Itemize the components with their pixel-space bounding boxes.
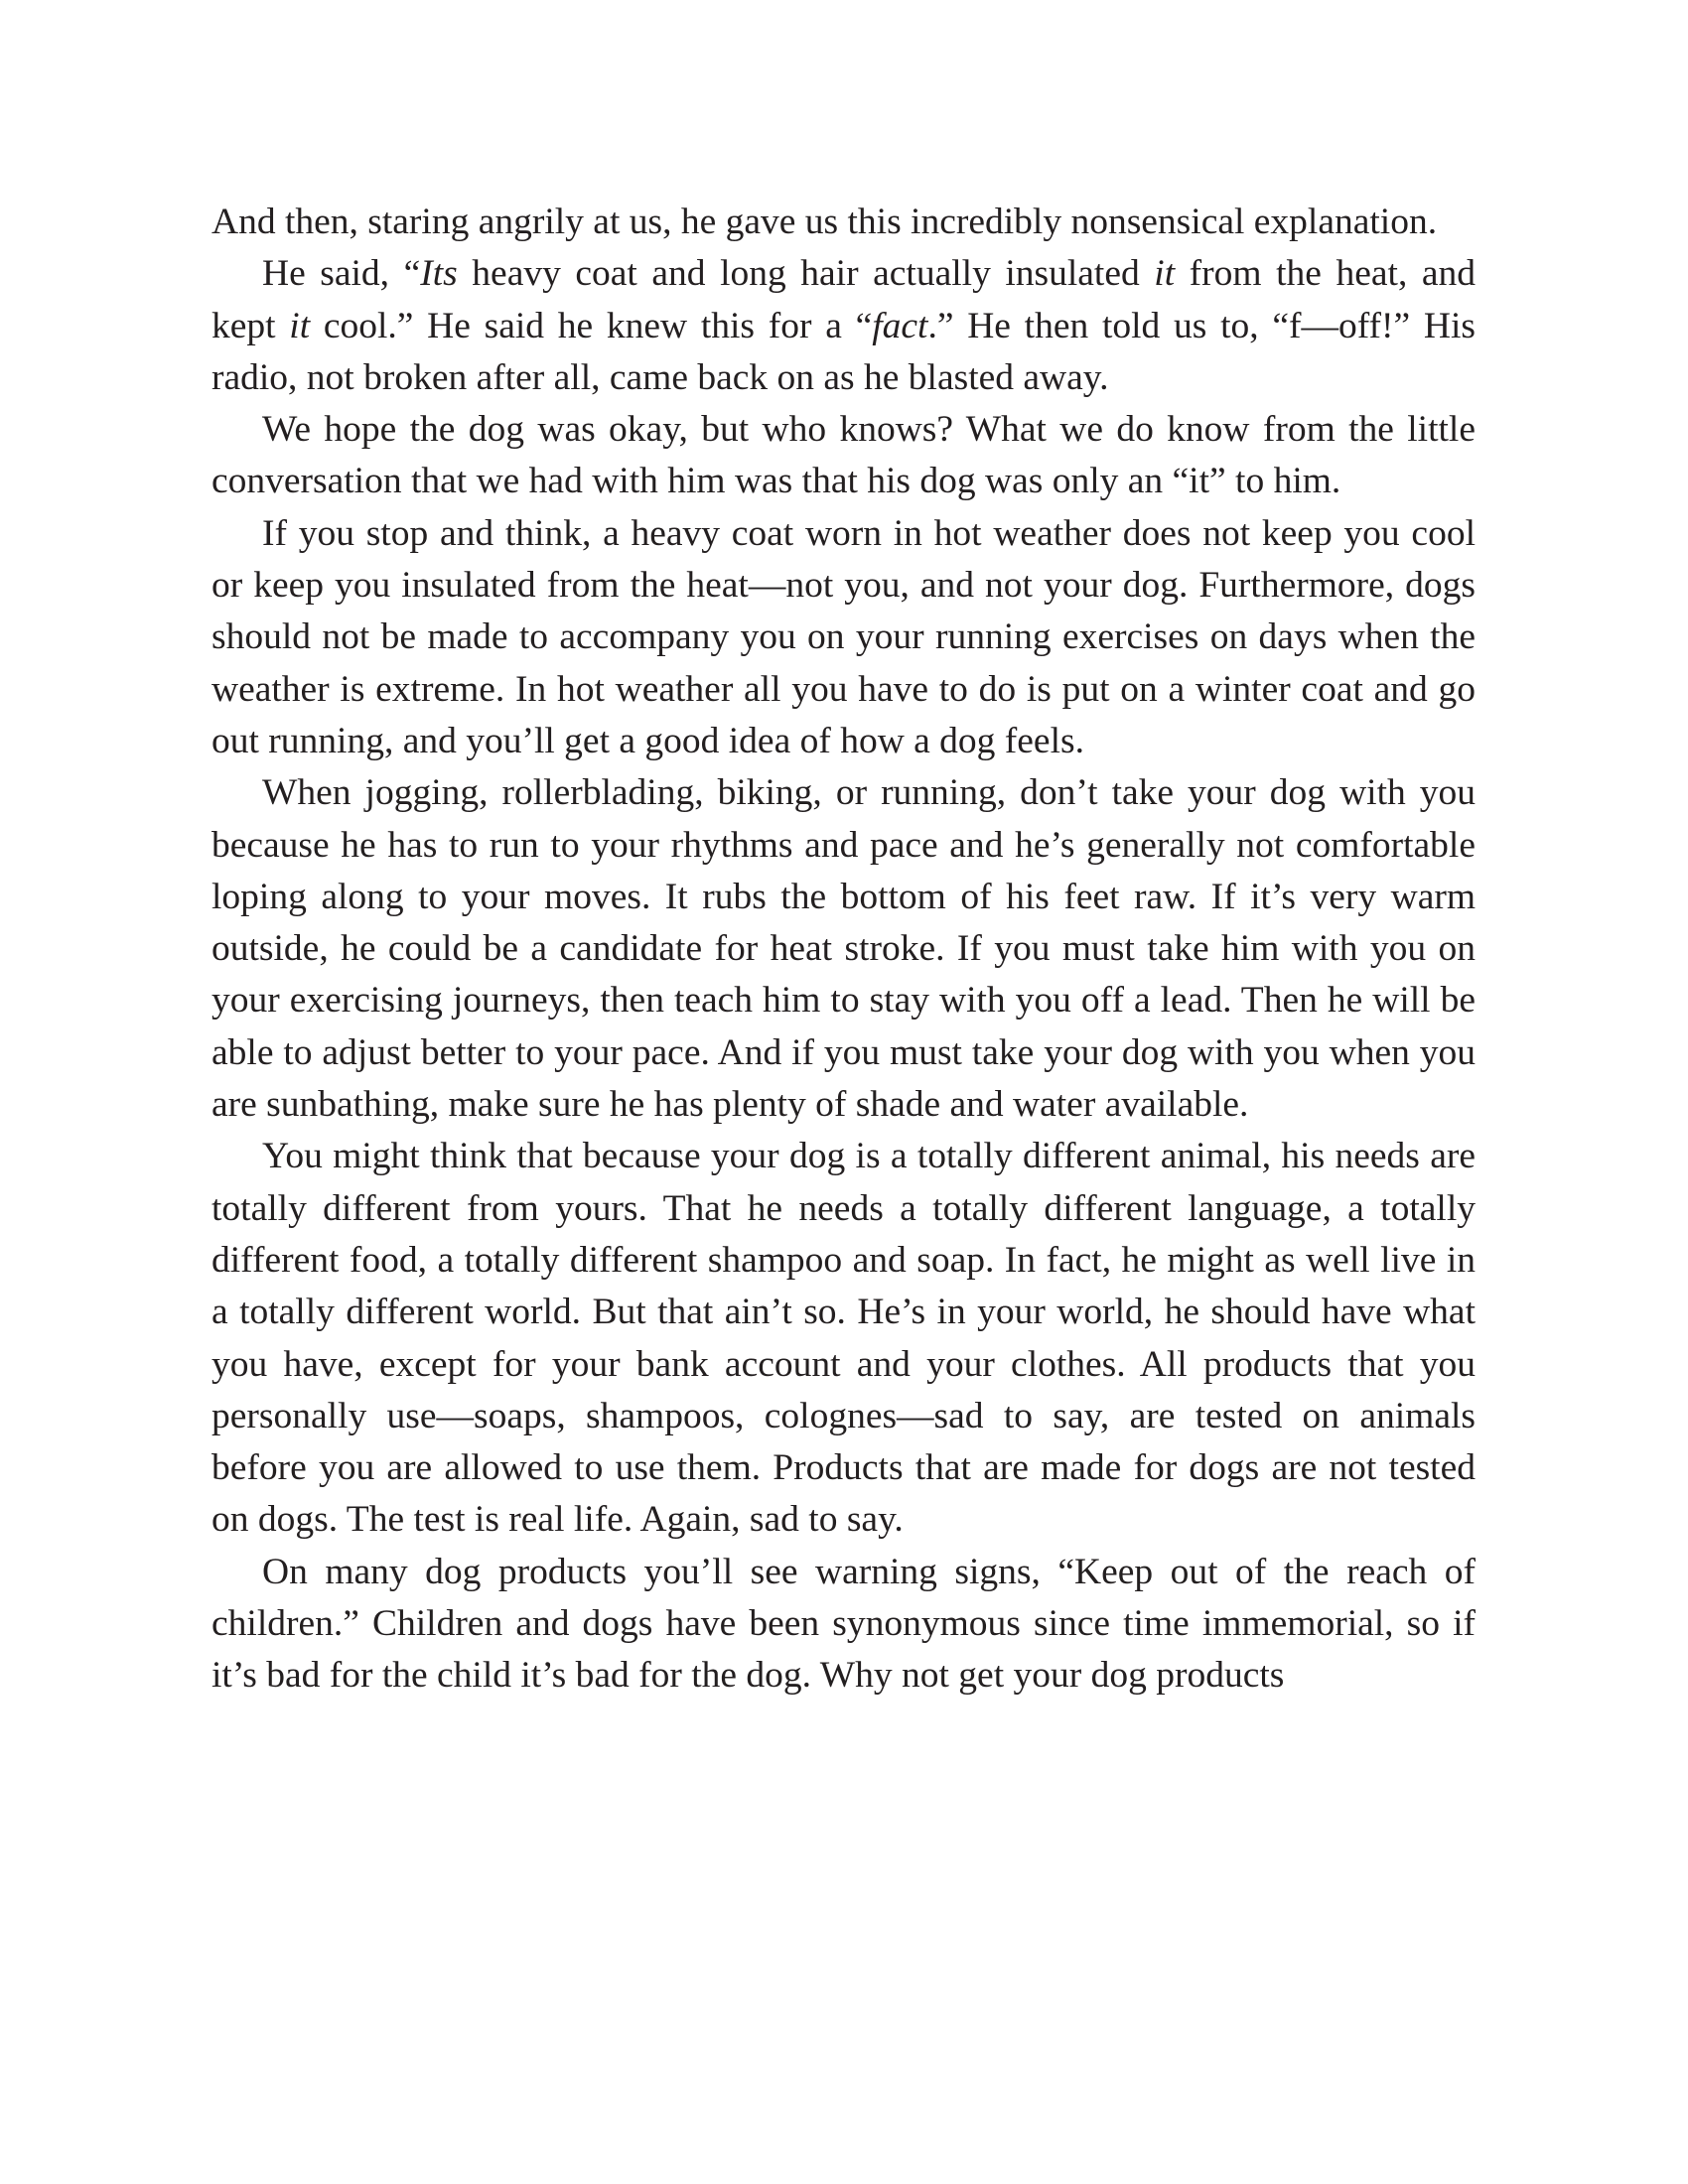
text-run: from the heat, and kept <box>211 253 1477 346</box>
text-run: cool.” He said he knew this for a “ <box>310 305 873 346</box>
page-body <box>211 197 1476 1703</box>
text-run: On many dog products you’ll see warning signs, “Keep out of the reach of children.” Children and dogs have been synonymous since time immemorial, so if it’s bad for the child it’s bad for the dog. Why not get your dog products <box>211 1551 1476 1697</box>
text-run: heavy coat and long hair actually insulated <box>457 253 1155 295</box>
paragraph <box>211 248 1476 404</box>
paragraph <box>211 1131 1476 1546</box>
paragraph <box>211 508 1476 767</box>
text-run: And then, staring angrily at us, he gave us this incredibly nonsensical explanation. <box>211 202 1438 242</box>
italic-text: fact <box>872 305 928 346</box>
italic-text: it <box>289 305 311 346</box>
paragraph <box>211 197 1476 248</box>
text-run: When jogging, rollerblading, biking, or running, don’t take your dog with you because he has to run to your rhythms and pace and he’s generally not comfortable loping along to your moves. It rubs the bottom of his feet raw. If it’s very warm outside, he could be a candidate for heat stroke. If you must take him with you on your exercising journeys, then teach him to stay with you off a lead. Then he will be able to adjust better to your pace. And if you must take your dog with you when you are sunbathing, make sure he has plenty of shade and water available. <box>211 772 1476 1126</box>
text-run: We hope the dog was okay, but who knows? What we do know from the little conversation that we had with him was that his dog was only an “it” to him. <box>211 409 1476 502</box>
italic-text: it <box>1154 253 1176 295</box>
paragraph <box>211 1547 1476 1703</box>
text-run: If you stop and think, a heavy coat worn in hot weather does not keep you cool or keep you insulated from the heat—not you, and not your dog. Furthermore, dogs should not be made to accompany you on your running exercises on days when the weather is extreme. In hot weather all you have to do is put on a winter coat and go out running, and you’ll get a good idea of how a dog feels. <box>211 512 1476 761</box>
text-run: He said, “ <box>262 253 421 295</box>
italic-text: Its <box>420 253 458 295</box>
text-run: You might think that because your dog is a totally different animal, his needs are totally different from yours. That he needs a totally different language, a totally different food, a totally different shampoo and soap. In fact, he might as well live in a totally different world. But that ain’t so. He’s in your world, he should have what you have, except for your bank account and your clothes. All products that you personally use—soaps, shampoos, colognes—sad to say, are tested on animals before you are allowed to use them. Products that are made for dogs are not tested on dogs. The test is real life. Again, sad to say. <box>211 1136 1476 1541</box>
paragraph <box>211 404 1476 508</box>
paragraph <box>211 767 1476 1131</box>
text-run: .” He then told us to, “f—off!” His radio, not broken after all, came back on as he blasted away. <box>211 305 1476 398</box>
